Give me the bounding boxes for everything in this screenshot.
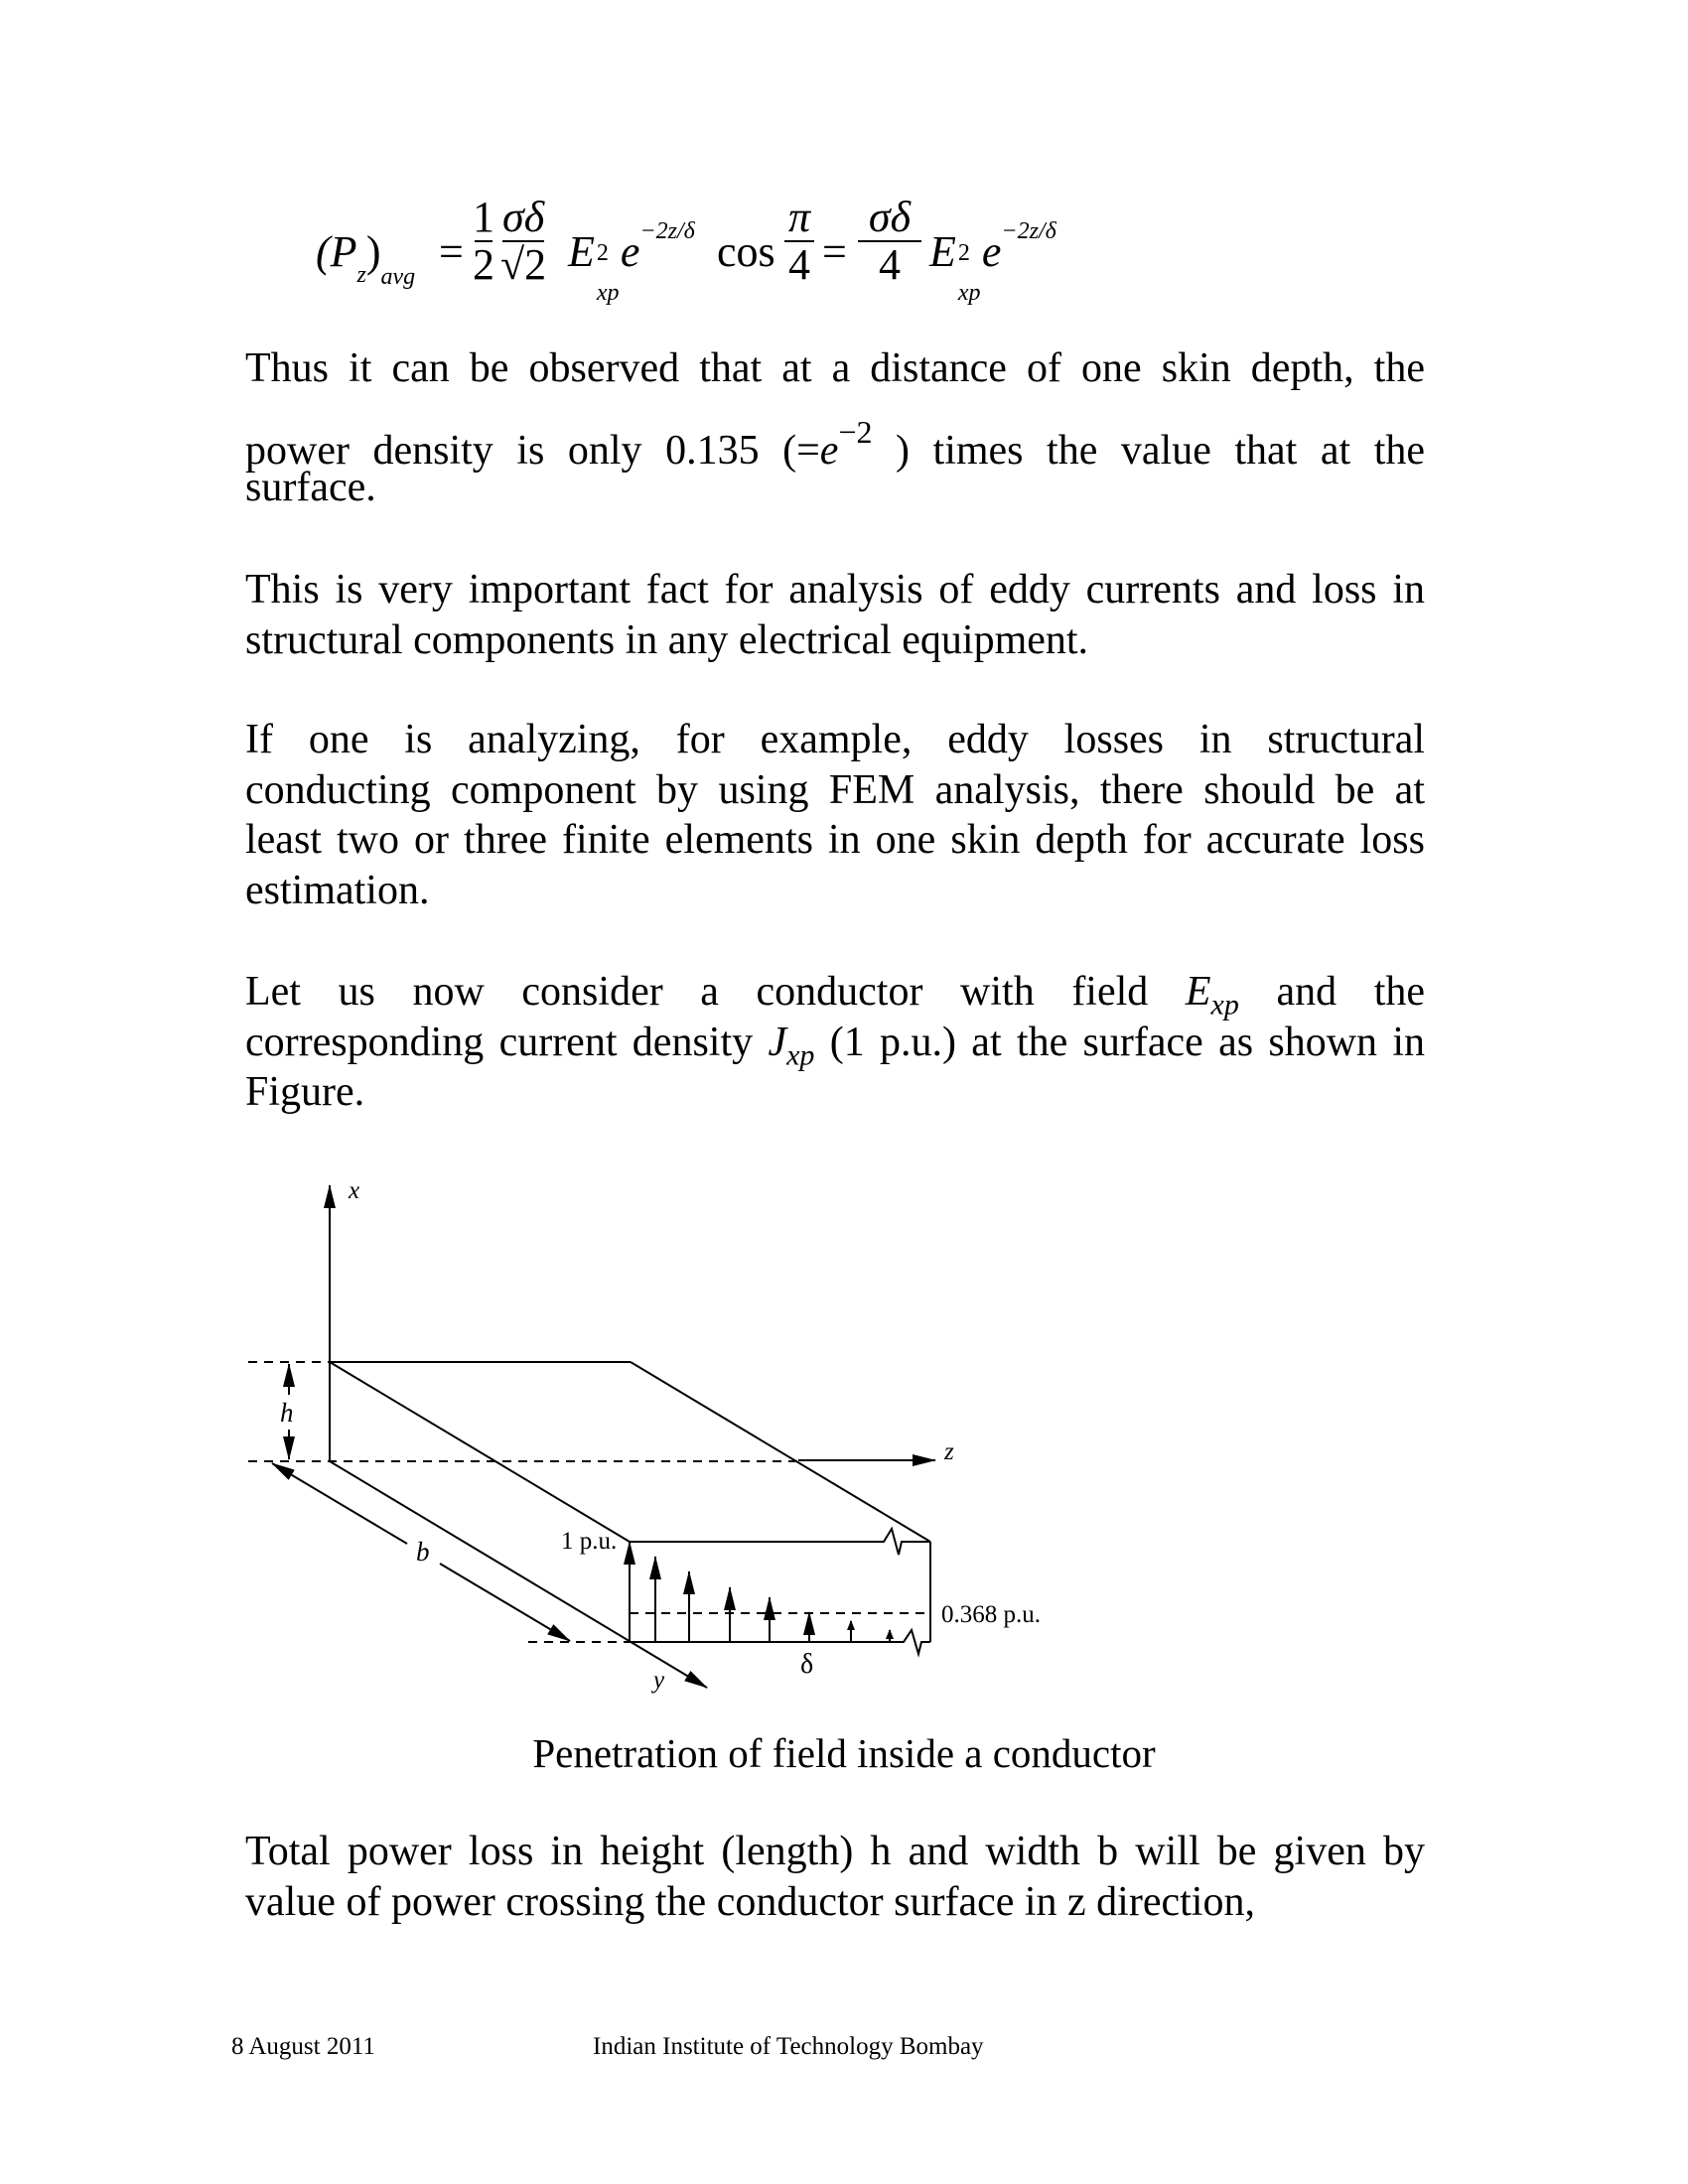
- eq-field-term-2: E 2 xp $e^{-2z/\delta}$: [929, 218, 1056, 306]
- text-line: Figure.: [245, 1069, 365, 1115]
- text-line: power density is only 0.135 ($=e^{-2}$ ) times the value that at the: [245, 413, 1426, 474]
- figure-caption: Penetration of field inside a conductor: [532, 1730, 1156, 1776]
- b-arrow-upper: [272, 1463, 407, 1544]
- eq-field-term-1: E 2 xp $e^{-2z/\delta}$: [568, 218, 695, 306]
- skin-value-label: 0.368 p.u.: [941, 1601, 1041, 1628]
- footer-date: 8 August 2011: [231, 2033, 375, 2060]
- surface-value-label: 1 p.u.: [561, 1528, 618, 1555]
- z-axis-label: z: [944, 1438, 954, 1465]
- b-label: b: [416, 1537, 430, 1567]
- text-line: conducting component by using FEM analysis, there should be at: [245, 766, 1425, 813]
- h-label: h: [280, 1398, 294, 1428]
- top-edge-right-diag: [631, 1362, 930, 1542]
- text-line: Let us now consider a conductor with field $E_{xp}$ and the: [245, 969, 1426, 1022]
- text-line: least two or three finite elements in one skin depth for accurate loss: [245, 817, 1425, 863]
- eq-lhs: $(P_z)_{avg}$: [316, 227, 416, 290]
- text-line: Total power loss in height (length) h and width b will be given by: [245, 1829, 1425, 1874]
- y-axis: [330, 1461, 707, 1688]
- text-line: corresponding current density $J_{xp}$ (1 p.u.) at the surface as shown in: [245, 1019, 1426, 1071]
- skin-depth-label: δ: [800, 1649, 814, 1680]
- text-line: This is very important fact for analysis of eddy currents and loss in: [245, 567, 1425, 613]
- paragraph-total-power-loss: [245, 1827, 1425, 1927]
- text-line: surface.: [245, 465, 376, 510]
- eq-frac-sigma-delta-root2: σδ √2: [500, 193, 547, 289]
- eq-equals-2: =: [822, 227, 847, 276]
- eq-frac-sigma-delta-4: σδ 4: [856, 195, 923, 288]
- footer-institution: Indian Institute of Technology Bombay: [593, 2033, 984, 2060]
- text-line: If one is analyzing, for example, eddy losses in structural: [245, 717, 1425, 762]
- front-bottom-edge: [630, 1630, 930, 1654]
- eq-frac-pi-4: π 4: [782, 195, 816, 288]
- text-line: value of power crossing the conductor surface in z direction,: [245, 1878, 1255, 1925]
- eq-cos: cos: [717, 227, 775, 276]
- x-axis-label: x: [349, 1177, 360, 1204]
- b-arrow-lower: [440, 1564, 570, 1641]
- front-top-edge: [630, 1529, 930, 1555]
- y-axis-label: y: [653, 1667, 665, 1694]
- current-density-arrows: [630, 1542, 890, 1642]
- text-line: estimation.: [245, 867, 430, 913]
- eq-frac-half: 1 2: [473, 193, 494, 289]
- text-line: structural components in any electrical equipment.: [245, 616, 1089, 663]
- eq-equals-1: =: [439, 227, 464, 276]
- top-edge-left-diag: [330, 1362, 630, 1542]
- text-line: Thus it can be observed that at a distance of one skin depth, the: [245, 345, 1425, 391]
